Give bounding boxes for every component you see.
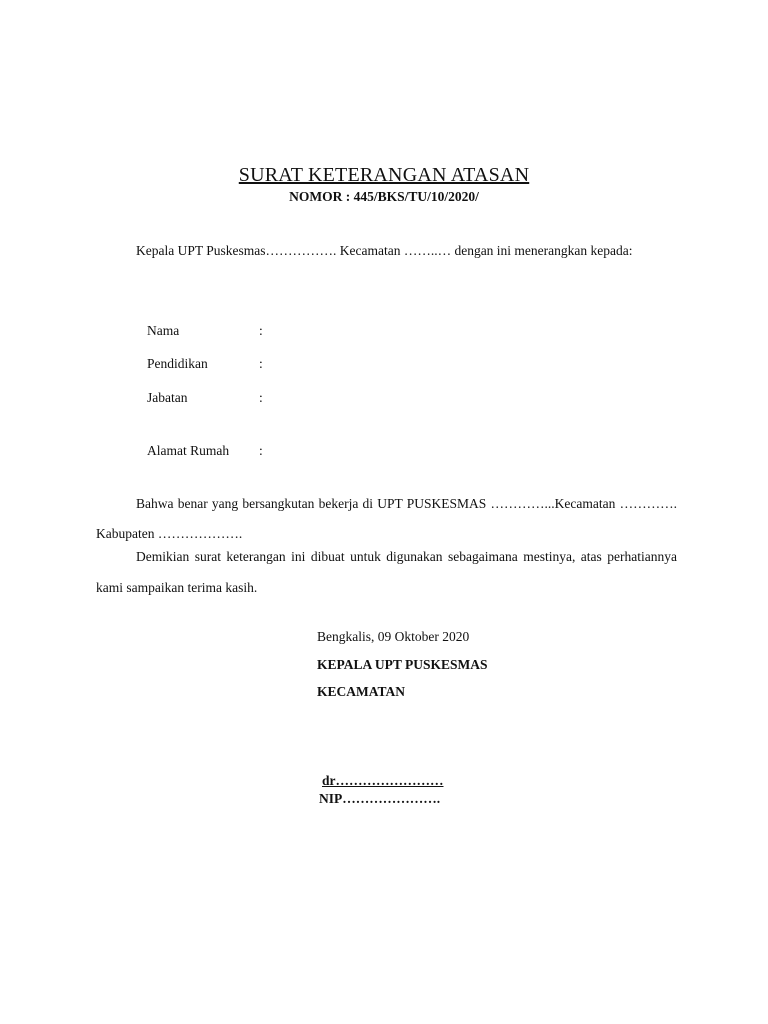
document-title: SURAT KETERANGAN ATASAN	[238, 164, 530, 186]
field-label-nama: Nama	[147, 323, 180, 338]
field-label-jabatan: Jabatan	[147, 390, 188, 405]
signatory-position-line2: KECAMATAN	[317, 684, 405, 699]
place-date: Bengkalis, 09 Oktober 2020	[317, 629, 470, 644]
field-colon-pendidikan: :	[259, 356, 263, 371]
signatory-nip: NIP………………….	[319, 791, 441, 806]
intro-paragraph	[96, 235, 677, 266]
closing-paragraph	[96, 541, 677, 603]
signatory-position-line1: KEPALA UPT PUSKESMAS	[317, 657, 488, 672]
field-colon-alamat-rumah: :	[259, 443, 263, 458]
intro-text: Kepala UPT Puskesmas……………. Kecamatan ……..… dengan ini menerangkan kepada:	[136, 243, 633, 258]
signatory-name: dr……………………	[322, 773, 444, 788]
document-number: NOMOR : 445/BKS/TU/10/2020/	[289, 189, 479, 204]
field-colon-nama: :	[259, 323, 263, 338]
closing-text: Demikian surat keterangan ini dibuat untuk digunakan sebagaimana mestinya, atas perhatiannya kami sampaikan terima kasih.	[96, 549, 677, 595]
field-colon-jabatan: :	[259, 390, 263, 405]
field-label-alamat-rumah: Alamat Rumah	[147, 443, 230, 458]
statement-paragraph	[96, 489, 677, 549]
statement-text: Bahwa benar yang bersangkutan bekerja di UPT PUSKESMAS …………...Kecamatan …………. Kabupaten ……………….	[96, 496, 677, 541]
field-label-pendidikan: Pendidikan	[147, 356, 208, 371]
